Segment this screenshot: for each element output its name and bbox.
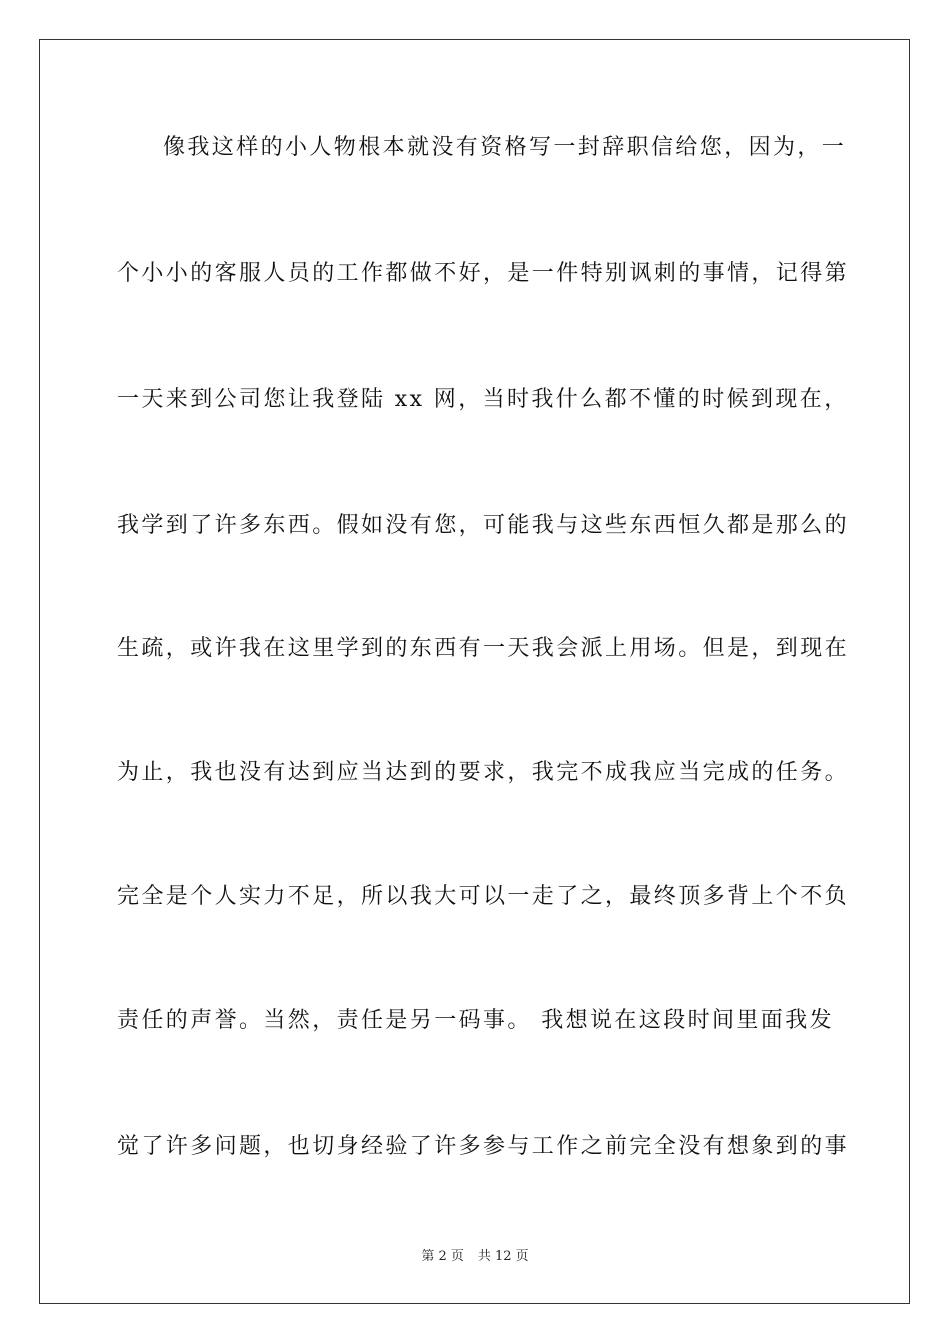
body-text-line: 生疏，或许我在这里学到的东西有一天我会派上用场。但是，到现在	[117, 636, 850, 661]
body-text-line: 责任的声誉。当然，责任是另一码事。 我想说在这段时间里面我发	[117, 1008, 834, 1033]
body-text-line: 觉了许多问题，也切身经验了许多参与工作之前完全没有想象到的事	[117, 1134, 850, 1159]
page-border	[39, 39, 910, 1304]
page-number: 第 2 页	[421, 1249, 464, 1264]
body-text-line: 像我这样的小人物根本就没有资格写一封辞职信给您，因为，一	[163, 135, 847, 160]
page-total: 共 12 页	[477, 1249, 529, 1264]
body-text-line: 一天来到公司您让我登陆 xx 网，当时我什么都不懂的时候到现在，	[117, 387, 849, 412]
body-text-line: 完全是个人实力不足，所以我大可以一走了之，最终顶多背上个不负	[117, 884, 850, 909]
body-text-line: 个小小的客服人员的工作都做不好，是一件特别讽刺的事情，记得第	[117, 261, 850, 286]
body-text-line: 为止，我也没有达到应当达到的要求，我完不成我应当完成的任务。	[117, 760, 850, 785]
body-text-line: 我学到了许多东西。假如没有您，可能我与这些东西恒久都是那么的	[117, 513, 850, 538]
page-footer	[0, 1249, 950, 1265]
